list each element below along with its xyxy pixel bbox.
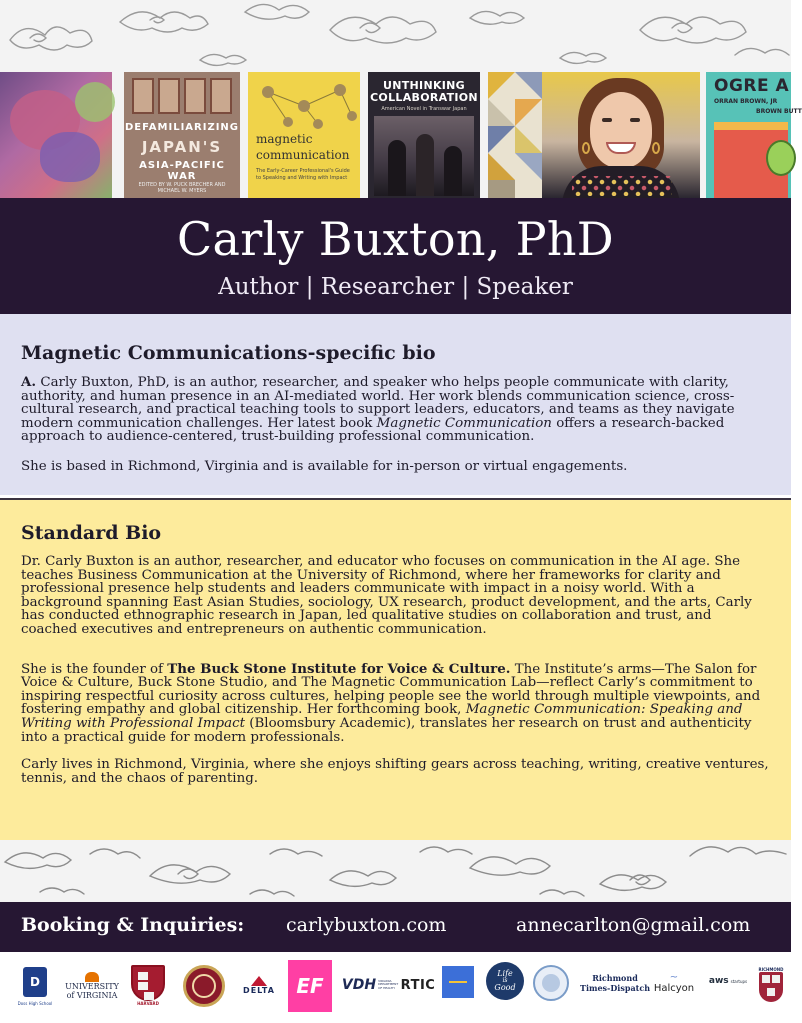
logo-harvard: HARVARD <box>128 962 168 1008</box>
magnetic-bio-paragraph: A. Carly Buxton, PhD, is an author, researcher, and speaker who helps people communicate with clarity, authority, and human presence in an AI-mediated world. Her work blends communication science, cross-cultural research, and practical teaching tools to support leaders, educators, and teams as they navigate modern communication challenges. Her latest book Magnetic Communication offers a research-backed approach to audience-centered, trust-building professional communication. <box>21 374 735 445</box>
top-banner <box>0 0 802 198</box>
logo-richmond-times-dispatch: Richmond Times-Dispatch <box>580 973 651 993</box>
logo-circular-seal <box>532 964 570 1002</box>
book-cover-magnetic-communication: magnetic communication The Early-Career Professional's Guide to Speaking and Writing with Impact <box>248 72 360 198</box>
standard-bio-section <box>0 500 791 840</box>
logo-university-of-virginia: UNIVERSITY of VIRGINIA <box>64 966 120 1006</box>
logo-life-is-good: Life is Good <box>486 962 524 1000</box>
logo-aws-startups: aws startups <box>708 976 748 986</box>
title-band <box>0 198 791 314</box>
standard-bio-paragraph-3: Carly lives in Richmond, Virginia, where she enjoys shifting gears across teaching, writing, creative ventures, tennis, and the chaos of parenting. <box>21 757 769 786</box>
booking-bar <box>0 902 791 952</box>
book-cover-defamiliarizing: DEFAMILIARIZING JAPAN'S ASIA-PACIFIC WAR EDITED BY W. PUCK BRECHER AND MICHAEL W. MYERS <box>124 72 240 198</box>
client-logos <box>0 952 791 1023</box>
website-link[interactable]: carlybuxton.com <box>286 914 447 936</box>
painting-image <box>0 72 112 198</box>
book-cover-ogre: OGRE A ORRAN BROWN, JR BROWN BUTT <box>706 72 791 198</box>
logo-ef: EF <box>288 960 332 1012</box>
booking-label: Booking & Inquiries: <box>21 914 245 936</box>
author-roles: Author | Researcher | Speaker <box>218 274 573 300</box>
logo-university-of-richmond: RICHMOND <box>756 962 786 1006</box>
standard-bio-paragraph-2: She is the founder of The Buck Stone Institute for Voice & Culture. The Institute’s arms—The Salon for Voice & Culture, Buck Stone Studio, and The Magnetic Communication Lab—reflect Carly’s commitment to inspiring respectful curiosity across cultures, helping people see the world through multiple viewpoints, and fostering empathy and global citizenship. Her forthcoming book, Magnetic Communication: Speaking and Writing with Professional Impact (Bloomsbury Academic), translates her research on trust and authenticity into a practical guide for modern professionals. <box>21 660 761 745</box>
cloud-pattern-bottom <box>0 840 791 902</box>
logo-halcyon: ~ Halcyon <box>653 972 695 994</box>
book-cover-strip <box>0 72 802 198</box>
author-portrait <box>542 72 700 198</box>
magnetic-bio-heading: Magnetic Communications-specific bio <box>21 342 436 364</box>
cloud-pattern-top <box>0 0 791 80</box>
book-cover-unthinking-collaboration: UNTHINKING COLLABORATION American Novel in Transwar Japan <box>368 72 480 198</box>
logo-doss-high-school: D Doss High School <box>18 960 52 1012</box>
logo-delta: DELTA <box>240 970 278 1000</box>
quilt-background <box>488 72 542 198</box>
magnetic-bio-location: She is based in Richmond, Virginia and is available for in-person or virtual engagements. <box>21 458 628 474</box>
standard-bio-heading: Standard Bio <box>21 522 162 544</box>
logo-rtic: RTIC <box>400 977 436 993</box>
logo-virginia-department-of-health: VDH VIRGINIA DEPARTMENT OF HEALTH <box>341 977 399 993</box>
author-name: Carly Buxton, PhD <box>177 212 614 266</box>
email-link[interactable]: annecarlton@gmail.com <box>516 914 751 936</box>
standard-bio-paragraph-1: Dr. Carly Buxton is an author, researcher, and educator who focuses on communication in the AI age. She teaches Business Communication at the University of Richmond, where her frameworks for clarity and professional presence help students and leaders communicate with impact in a noisy world. With a background spanning East Asian Studies, sociology, UX research, product development, and the arts, Carly has conducted ethnographic research in Japan, led qualitative studies on collaboration and trust, and coached executives and entrepreneurs on authentic communication. <box>21 554 752 637</box>
logo-university-seal <box>182 964 226 1008</box>
logo-blue-square <box>442 966 474 998</box>
magnetic-bio-section <box>0 314 791 495</box>
